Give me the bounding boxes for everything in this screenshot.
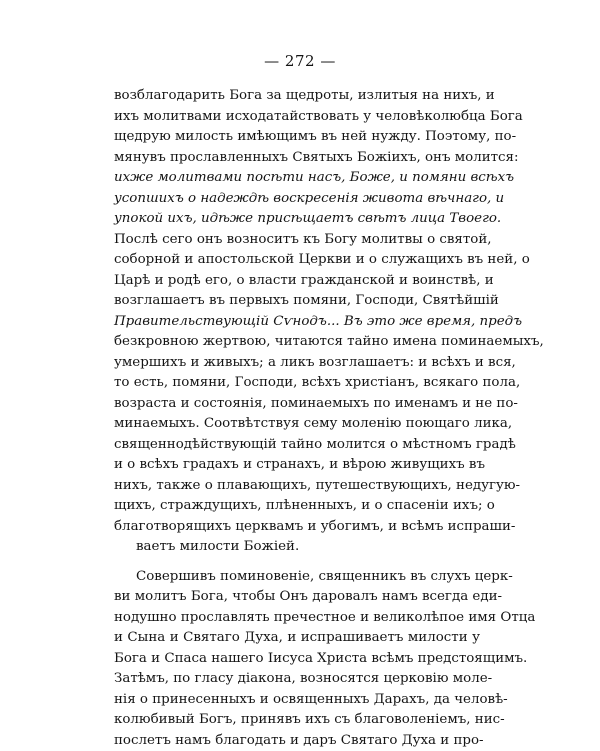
text-line: Послѣ сего онъ возноситъ къ Богу молитвы о святой,: [114, 230, 480, 251]
text-line: Бога и Спаса нашего Іисуса Христа всѣмъ предстоящимъ.: [114, 649, 480, 670]
text-line: ваетъ милости Божіей.: [114, 537, 480, 558]
paragraph-2: [114, 567, 480, 751]
text-line: возблагодарить Бога за щедроты, излитыя на нихъ, и: [114, 86, 480, 107]
text-line: нодушно прославлять пречестное и великолѣпое имя Отца: [114, 608, 480, 629]
text-line: ихже молитвами посѣти насъ, Боже, и помяни всѣхъ: [114, 168, 480, 189]
text-line: безкровною жертвою, читаются тайно имена поминаемыхъ,: [114, 332, 480, 353]
page-number: — 272 —: [0, 52, 600, 70]
paragraph-spacer: [114, 558, 480, 567]
text-line: возраста и состоянія, поминаемыхъ по именамъ и не по-: [114, 394, 480, 415]
text-line: нихъ, также о плавающихъ, путешествующихъ, недугую-: [114, 476, 480, 497]
text-line: возглашаетъ въ первыхъ помяни, Господи, Святѣйшій: [114, 291, 480, 312]
text-line: щедрую милость имѣющимъ въ ней нужду. Поэтому, по-: [114, 127, 480, 148]
text-line: Царѣ и родѣ его, о власти гражданской и воинствѣ, и: [114, 271, 480, 292]
text-line: нія о принесенныхъ и освященныхъ Дарахъ, да человѣ-: [114, 690, 480, 711]
body-text: [114, 86, 480, 751]
text-line: и Сына и Святаго Духа, и испрашиваетъ милости у: [114, 628, 480, 649]
text-line: ви молитъ Бога, чтобы Онъ даровалъ намъ всегда еди-: [114, 587, 480, 608]
text-line: мянувъ прославленныхъ Святыхъ Божіихъ, онъ молится:: [114, 148, 480, 169]
text-line: минаемыхъ. Соотвѣтствуя сему моленію поющаго лика,: [114, 414, 480, 435]
text-line: Затѣмъ, по гласу діакона, возносятся церковію моле-: [114, 669, 480, 690]
text-line: усопшихъ о надеждѣ воскресенія живота вѣчнаго, и: [114, 189, 480, 210]
text-line: и о всѣхъ градахъ и странахъ, и вѣрою живущихъ въ: [114, 455, 480, 476]
text-line: щихъ, страждущихъ, плѣненныхъ, и о спасеніи ихъ; о: [114, 496, 480, 517]
text-line: Совершивъ поминовеніе, священникъ въ слухъ церк-: [114, 567, 480, 588]
paragraph-1: [114, 86, 480, 558]
text-line: послетъ намъ благодать и даръ Святаго Духа и про-: [114, 731, 480, 751]
text-line: колюбивый Богъ, принявъ ихъ съ благоволеніемъ, нис-: [114, 710, 480, 731]
text-line: соборной и апостольской Церкви и о служащихъ въ ней, о: [114, 250, 480, 271]
text-line: священнодѣйствующій тайно молится о мѣстномъ градѣ: [114, 435, 480, 456]
text-line: то есть, помяни, Господи, всѣхъ христіанъ, всякаго пола,: [114, 373, 480, 394]
text-line: упокой ихъ, идѣже присѣщаетъ свѣтъ лица Твоего.: [114, 209, 480, 230]
text-line: Правительствующій Сѵнодъ... Въ это же время, предъ: [114, 312, 480, 333]
text-line: благотворящихъ церквамъ и убогимъ, и всѣмъ испраши-: [114, 517, 480, 538]
text-line: умершихъ и живыхъ; а ликъ возглашаетъ: и всѣхъ и вся,: [114, 353, 480, 374]
text-line: ихъ молитвами исходатайствовать у человѣколюбца Бога: [114, 107, 480, 128]
